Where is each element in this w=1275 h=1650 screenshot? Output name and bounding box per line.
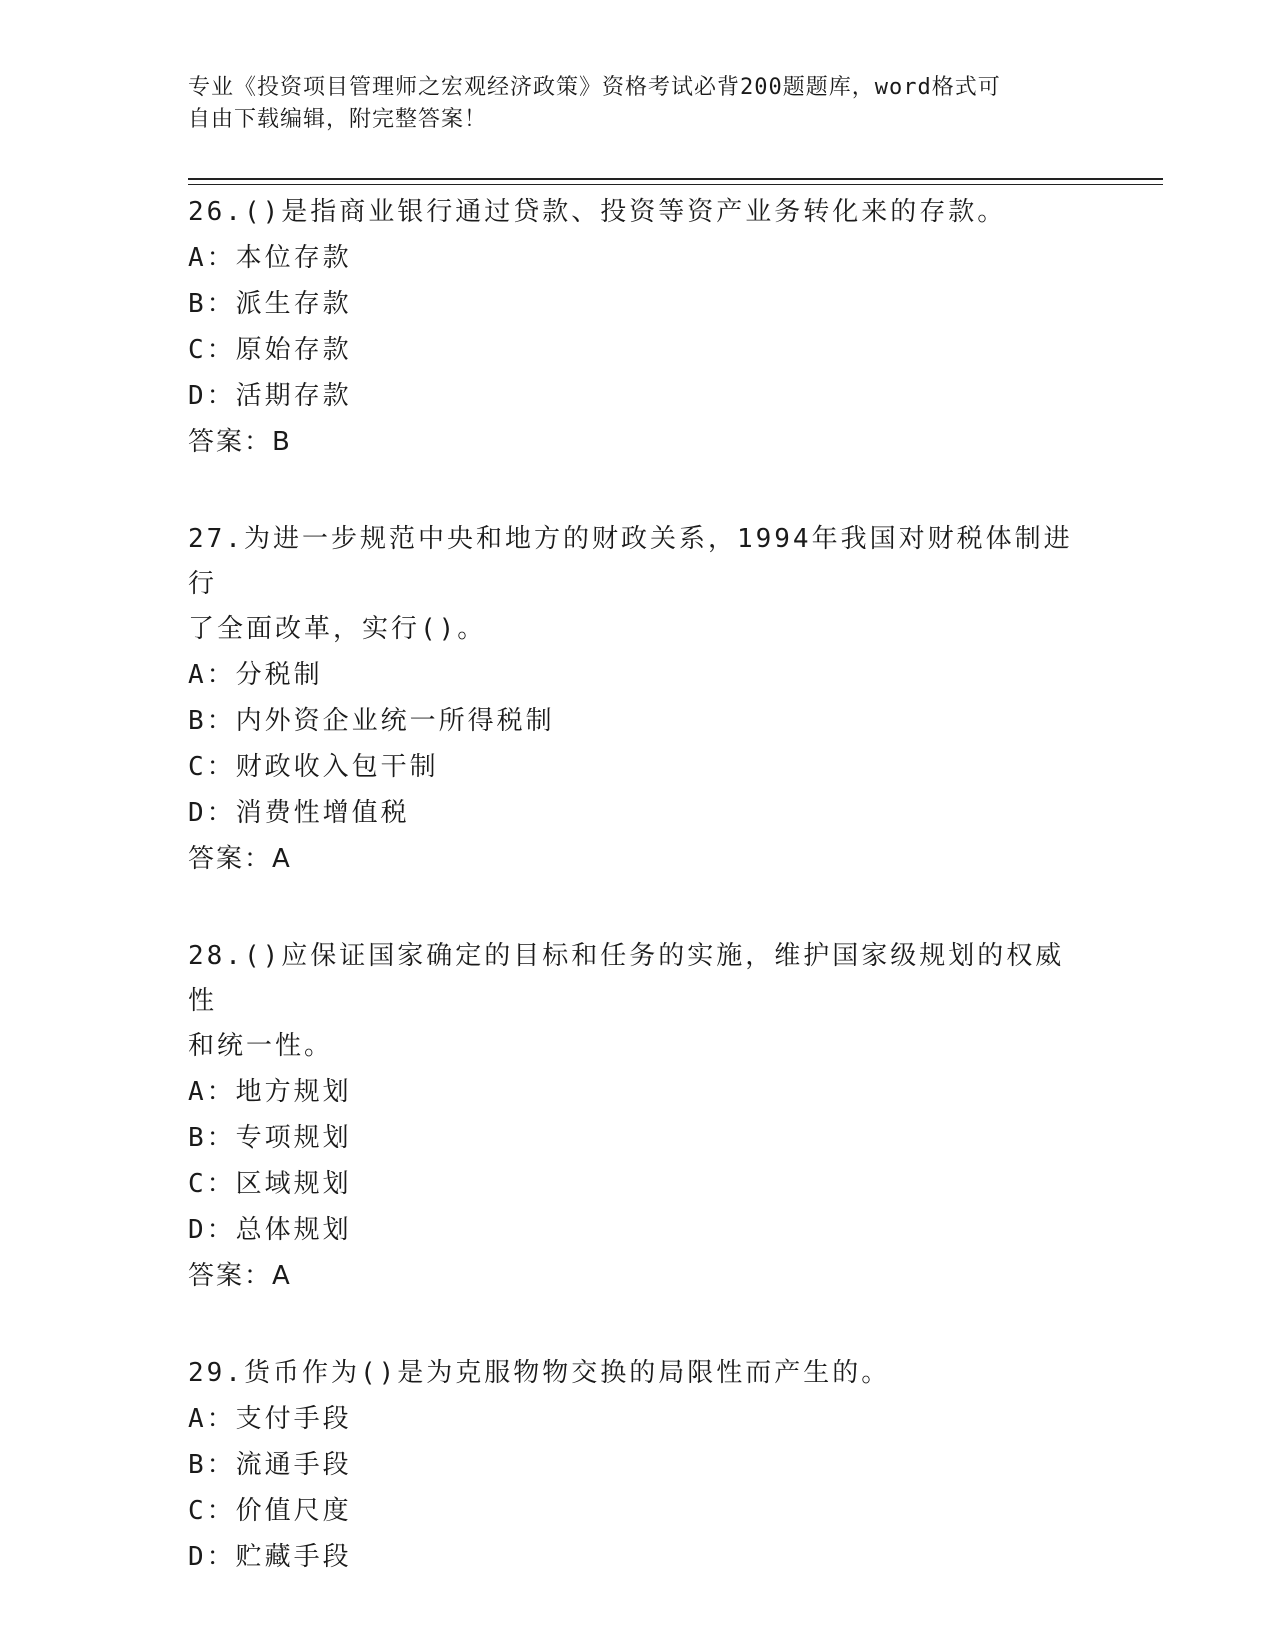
answer-option: C：原始存款: [188, 335, 352, 365]
question-block: [188, 934, 1088, 1299]
answer-option: D：活期存款: [188, 381, 352, 411]
answer-option: A：支付手段: [188, 1404, 352, 1434]
answer-key: 答案：B: [188, 427, 292, 457]
answer-option: A：分税制: [188, 660, 323, 690]
answer-option: B：派生存款: [188, 289, 352, 319]
answer-key: 答案：A: [188, 1261, 292, 1291]
question-stem: 29.货币作为()是为克服物物交换的局限性而产生的。: [188, 1358, 891, 1388]
question-block: [188, 1351, 1088, 1580]
document-header: [188, 72, 1088, 136]
question-block: [188, 517, 1088, 882]
answer-key: 答案：A: [188, 844, 292, 874]
answer-option: C：财政收入包干制: [188, 752, 439, 782]
question-stem: 和统一性。: [188, 1031, 334, 1061]
answer-option: C：价值尺度: [188, 1496, 352, 1526]
question-gap: [188, 882, 1088, 934]
question-stem: 26.()是指商业银行通过贷款、投资等资产业务转化来的存款。: [188, 197, 1007, 227]
answer-option: D：贮藏手段: [188, 1542, 352, 1572]
question-list: [188, 190, 1088, 1580]
question-block: [188, 190, 1088, 465]
question-stem: 28.()应保证国家确定的目标和任务的实施，维护国家级规划的权威性: [188, 941, 1065, 1016]
answer-option: B：专项规划: [188, 1123, 352, 1153]
answer-option: B：流通手段: [188, 1450, 352, 1480]
answer-option: A：本位存款: [188, 243, 352, 273]
answer-option: D：总体规划: [188, 1215, 352, 1245]
answer-option: B：内外资企业统一所得税制: [188, 706, 555, 736]
answer-option: C：区域规划: [188, 1169, 352, 1199]
header-divider-thin: [188, 184, 1163, 185]
question-gap: [188, 465, 1088, 517]
header-line-1: 专业《投资项目管理师之宏观经济政策》资格考试必背200题题库，word格式可: [188, 75, 1001, 100]
question-stem: 了全面改革，实行()。: [188, 614, 487, 644]
header-divider-thick: [188, 178, 1163, 180]
question-stem: 27.为进一步规范中央和地方的财政关系，1994年我国对财税体制进行: [188, 524, 1073, 599]
answer-option: A：地方规划: [188, 1077, 352, 1107]
answer-option: D：消费性增值税: [188, 798, 410, 828]
question-gap: [188, 1299, 1088, 1351]
header-line-2: 自由下载编辑，附完整答案！: [188, 107, 488, 132]
